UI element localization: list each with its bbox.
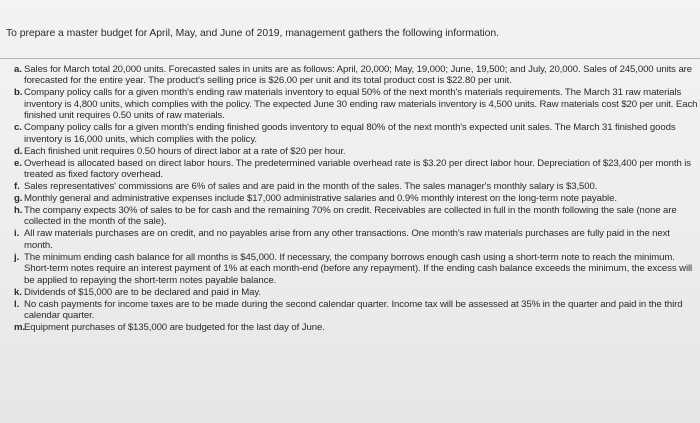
list-item-f — [14, 181, 698, 192]
item-text: The company expects 30% of sales to be for cash and the remaining 70% on credit. Receivables are collected in full in the month following the sale (none are collected in the month of the sale). — [24, 205, 677, 228]
item-letter: d. — [14, 145, 23, 157]
item-text: All raw materials purchases are on credit, and no payables arise from any other transactions. One month's raw materials purchases are fully paid in the next month. — [24, 228, 670, 251]
list-item-k — [14, 287, 698, 298]
item-text: Company policy calls for a given month's ending raw materials inventory to equal 50% of the next month's materials requirements. The March 31 raw materials inventory is 4,800 units, which complies with the policy. The expected June 30 ending raw materials inventory is 4,500 units. Raw materials cost $20 per unit. Each finished unit requires 0.50 units of raw materials. — [24, 87, 698, 122]
item-text: Company policy calls for a given month's ending finished goods inventory to equal 80% of the next month's expected unit sales. The March 31 finished goods inventory is 16,000 units, which complies with the policy. — [24, 122, 676, 145]
item-text: Monthly general and administrative expenses include $17,000 administrative salaries and 0.9% monthly interest on the long-term note payable. — [24, 193, 617, 205]
item-text: The minimum ending cash balance for all months is $45,000. If necessary, the company borrows enough cash using a short-term note to reach the minimum. Short-term notes require an interest payment of 1% at each month-end (before any repayment). If the ending cash balance exceeds the minimum, the excess will be applied to repaying the short-term notes payable balance. — [24, 251, 693, 286]
list-item-l — [14, 299, 698, 322]
item-text: No cash payments for income taxes are to be made during the second calendar quarter. Income tax will be assessed at 35% in the quarter and paid in the third calendar quarter. — [24, 298, 683, 322]
budget-info-list — [14, 64, 698, 334]
item-letter: j. — [14, 251, 20, 263]
item-text: Sales representatives' commissions are 6% of sales and are paid in the month of the sales. The sales manager's monthly salary is $3,500. — [24, 181, 598, 193]
list-item-a — [14, 64, 698, 87]
list-item-i — [14, 228, 698, 251]
item-letter: l. — [14, 298, 20, 310]
item-letter: f. — [14, 181, 20, 193]
list-item-j — [14, 252, 698, 286]
item-text: Dividends of $15,000 are to be declared and paid in May. — [24, 286, 261, 298]
item-letter: e. — [14, 157, 22, 169]
item-letter: c. — [14, 122, 22, 134]
item-letter: b. — [14, 87, 23, 99]
item-letter: k. — [14, 286, 22, 298]
list-item-d — [14, 146, 698, 157]
list-item-g — [14, 193, 698, 204]
item-text: Equipment purchases of $135,000 are budgeted for the last day of June. — [24, 322, 325, 334]
item-letter: g. — [14, 193, 23, 205]
intro-text: To prepare a master budget for April, May, and June of 2019, management gathers the following information. — [6, 28, 499, 39]
item-letter: h. — [14, 205, 23, 217]
item-letter: i. — [14, 228, 20, 240]
item-text: Overhead is allocated based on direct labor hours. The predetermined variable overhead rate is $3.20 per direct labor hour. Depreciation of $23,400 per month is treated as fixed factory overhead. — [24, 157, 691, 181]
item-text: Each finished unit requires 0.50 hours of direct labor at a rate of $20 per hour. — [24, 145, 346, 157]
item-text: Sales for March total 20,000 units. Forecasted sales in units are as follows: April, 20,000; May, 19,000; June, 19,500; and July, 20,000. Sales of 245,000 units are forecasted for the entire year. The product's selling price is $26.00 per unit and its total product cost is $22.80 per unit. — [24, 64, 693, 87]
list-item-b — [14, 87, 698, 121]
list-item-h — [14, 205, 698, 228]
list-item-m — [14, 322, 698, 333]
list-item-c — [14, 122, 698, 145]
divider — [0, 58, 700, 59]
list-item-e — [14, 158, 698, 181]
item-letter: a. — [14, 64, 22, 75]
item-letter: m. — [14, 322, 25, 334]
